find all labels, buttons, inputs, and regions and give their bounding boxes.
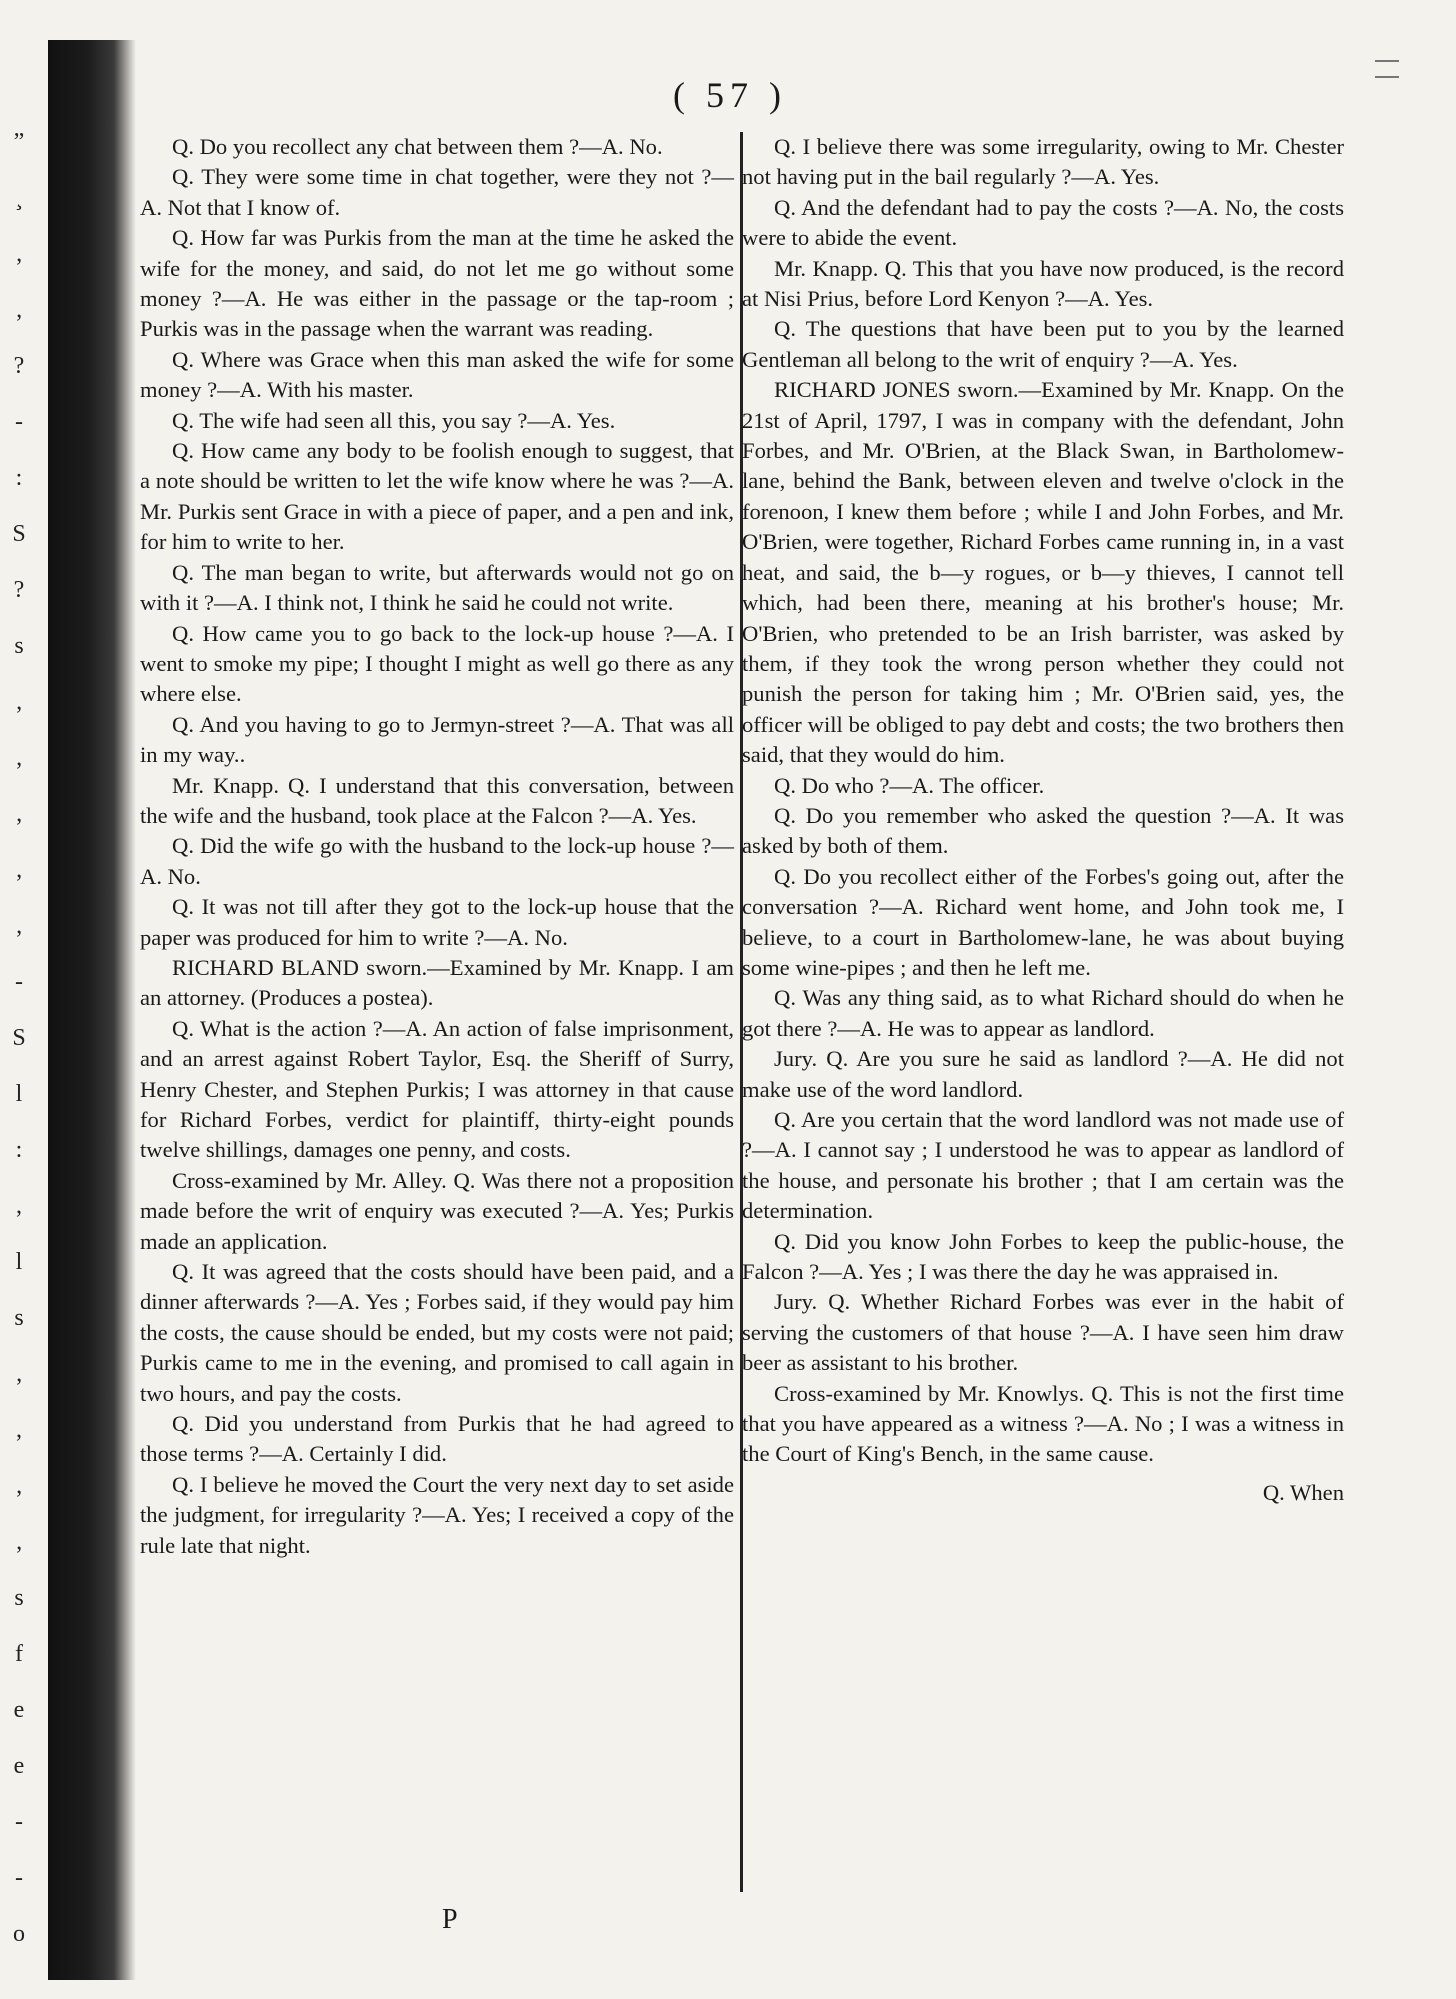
- margin-char: -: [15, 1865, 23, 1891]
- left-text-column: [140, 132, 734, 1561]
- paragraph: Q. Did you understand from Purkis that he had agreed to those terms ?—A. Certainly I did.: [140, 1411, 734, 1467]
- paragraph: RICHARD BLAND sworn.—Examined by Mr. Knapp. I am an attorney. (Produces a postea).: [140, 954, 734, 1011]
- paragraph: Q. It was not till after they got to the lock-up house that the paper was produced for him to write ?—A. No.: [140, 894, 734, 950]
- binding-shadow: [48, 40, 136, 1980]
- margin-char: l: [15, 1249, 23, 1275]
- margin-char: ,: [16, 1193, 22, 1219]
- margin-char: ‚: [15, 1529, 23, 1555]
- margin-char: ‚: [15, 913, 23, 939]
- margin-char: :: [15, 465, 23, 491]
- margin-char: S: [12, 521, 26, 547]
- paragraph: Q. And the defendant had to pay the costs ?—A. No, the costs were to abide the event.: [742, 194, 1344, 251]
- paragraph: Q. How far was Purkis from the man at the time he asked the wife for the money, and said, do not let me go without some money ?—A. He was either in the passage or the tap-room ; Purkis was in the passage when the warrant was reading.: [140, 225, 734, 342]
- paragraph: Q. How came any body to be foolish enough to suggest, that a note should be written to let the wife know where he was ?—A. Mr. Purkis sent Grace in with a piece of paper, and a pen and ink, for him to write to her.: [140, 438, 734, 555]
- margin-char: ?: [13, 577, 25, 603]
- paragraph: Q. Do who ?—A. The officer.: [774, 772, 1045, 798]
- paragraph: Q. The wife had seen all this, you say ?—A. Yes.: [172, 407, 616, 433]
- paragraph: Jury. Q. Are you sure he said as landlord ?—A. He did not make use of the word landlord.: [742, 1046, 1344, 1102]
- signature-mark: P: [442, 1904, 458, 1935]
- paragraph: Cross-examined by Mr. Alley. Q. Was there not a proposition made before the writ of enquiry was executed ?—A. Yes; Purkis made an application.: [140, 1167, 734, 1254]
- facing-page-margin: [0, 0, 40, 1999]
- margin-char: s: [14, 633, 24, 659]
- right-text-column: [742, 132, 1344, 1508]
- catchword: Q. When: [1262, 1479, 1344, 1505]
- paragraph: Q. Are you certain that the word landlord was not made use of ?—A. I cannot say ; I understood he was to appear as landlord of the house, and personate his brother ; that I am certain was the determination.: [742, 1107, 1344, 1224]
- margin-char: ‚: [15, 745, 23, 771]
- margin-char: :: [15, 1137, 23, 1163]
- margin-char: s: [14, 1305, 24, 1331]
- paragraph: Q. It was agreed that the costs should have been paid, and a dinner afterwards ?—A. Yes ; Forbes said, if they would pay him the costs, the cause should be ended, but my costs were not paid; Purkis came to me in the evening, and promised to call again in two hours, and pay the costs.: [140, 1259, 734, 1406]
- margin-char: ¸: [15, 185, 23, 211]
- paragraph: Mr. Knapp. Q. This that you have now produced, is the record at Nisi Prius, before Lord Kenyon ?—A. Yes.: [742, 255, 1344, 312]
- margin-char: ”: [13, 129, 25, 155]
- margin-char: o: [13, 1921, 25, 1947]
- paragraph: Q. How came you to go back to the lock-up house ?—A. I went to smoke my pipe; I thought I might as well go there as any where else.: [140, 620, 734, 707]
- margin-char: -: [15, 969, 23, 995]
- margin-char: ?: [13, 353, 25, 379]
- margin-char: ‚: [15, 801, 23, 827]
- margin-char: l: [15, 1081, 23, 1107]
- margin-char: ‚: [15, 1361, 23, 1387]
- paragraph: Q. Do you recollect any chat between them ?—A. No.: [172, 134, 663, 159]
- margin-char: s: [14, 1585, 24, 1611]
- paragraph: Q. Do you recollect either of the Forbes's going out, after the conversation ?—A. Richard went home, and John took me, I believe, to a court in Bartholomew-lane, he was about buying some wine-pipes ; and then he left me.: [742, 863, 1344, 980]
- margin-char: -: [15, 1809, 23, 1835]
- margin-char: S: [12, 1025, 26, 1051]
- paragraph: Q. And you having to go to Jermyn-street ?—A. That was all in my way..: [140, 711, 734, 768]
- paragraph: Cross-examined by Mr. Knowlys. Q. This is not the first time that you have appeared as a witness ?—A. No ; I was a witness in the Court of King's Bench, in the same cause.: [742, 1380, 1344, 1467]
- margin-char: ‚: [15, 297, 23, 323]
- paragraph: Q. I believe he moved the Court the very next day to set aside the judgment, for irregularity ?—A. Yes; I received a copy of the rule late that night.: [140, 1471, 734, 1558]
- paragraph: Q. The man began to write, but afterwards would not go on with it ?—A. I think not, I think he said he could not write.: [140, 559, 734, 616]
- paragraph: Q. Do you remember who asked the question ?—A. It was asked by both of them.: [742, 802, 1344, 859]
- paragraph: Q. Where was Grace when this man asked the wife for some money ?—A. With his master.: [140, 346, 734, 403]
- paragraph: Q. Was any thing said, as to what Richard should do when he got there ?—A. He was to appear as landlord.: [742, 985, 1344, 1041]
- margin-char: ‚: [15, 689, 23, 715]
- margin-char: f: [15, 1641, 23, 1667]
- paragraph: Q. They were some time in chat together, were they not ?—A. Not that I know of.: [140, 164, 734, 220]
- margin-char: e: [13, 1697, 25, 1723]
- margin-char: ,: [16, 1417, 22, 1443]
- paragraph: Q. The questions that have been put to you by the learned Gentleman all belong to the writ of enquiry ?—A. Yes.: [742, 316, 1344, 372]
- paragraph: Q. I believe there was some irregularity, owing to Mr. Chester not having put in the bail regularly ?—A. Yes.: [742, 134, 1344, 190]
- paragraph: Jury. Q. Whether Richard Forbes was ever in the habit of serving the customers of that house ?—A. I have seen him draw beer as assistant to his brother.: [742, 1289, 1344, 1376]
- margin-char: ‚: [15, 241, 23, 267]
- paragraph: Q. Did the wife go with the husband to the lock-up house ?—A. No.: [140, 833, 734, 889]
- margin-char: -: [15, 409, 23, 435]
- margin-char: ‚: [15, 857, 23, 883]
- corner-rule-marks: [1375, 60, 1399, 92]
- paragraph: Q. What is the action ?—A. An action of false imprisonment, and an arrest against Robert Taylor, Esq. the Sheriff of Surry, Henry Chester, and Stephen Purkis; I was attorney in that cause for Richard Forbes, verdict for plaintiff, thirty-eight pounds twelve shillings, damages one penny, and costs.: [140, 1015, 734, 1163]
- page-header: ( 57 ): [673, 75, 787, 115]
- paragraph: RICHARD JONES sworn.—Examined by Mr. Knapp. On the 21st of April, 1797, I was in company with the defendant, John Forbes, and Mr. O'Brien, at the Black Swan, in Bartholomew-lane, behind the Bank, between eleven and twelve o'clock in the forenoon, I knew them before ; while I and John Forbes, and Mr. O'Brien, were together, Richard Forbes came running in, in a vast heat, and said, the b—y rogues, or b—y thieves, I cannot tell which, had been there, meaning at his brother's house; Mr. O'Brien, who pretended to be an Irish barrister, was asked by them, if they took the wrong person whether they could not punish the person for taking him ; Mr. O'Brien said, yes, the officer will be obliged to pay debt and costs; the two brothers then said, that they would do him.: [742, 377, 1344, 768]
- margin-char: ‚: [15, 1473, 23, 1499]
- paragraph: Mr. Knapp. Q. I understand that this conversation, between the wife and the husband, took place at the Falcon ?—A. Yes.: [140, 772, 734, 828]
- margin-char: e: [13, 1753, 25, 1779]
- paragraph: Q. Did you know John Forbes to keep the public-house, the Falcon ?—A. Yes ; I was there the day he was appraised in.: [742, 1228, 1344, 1285]
